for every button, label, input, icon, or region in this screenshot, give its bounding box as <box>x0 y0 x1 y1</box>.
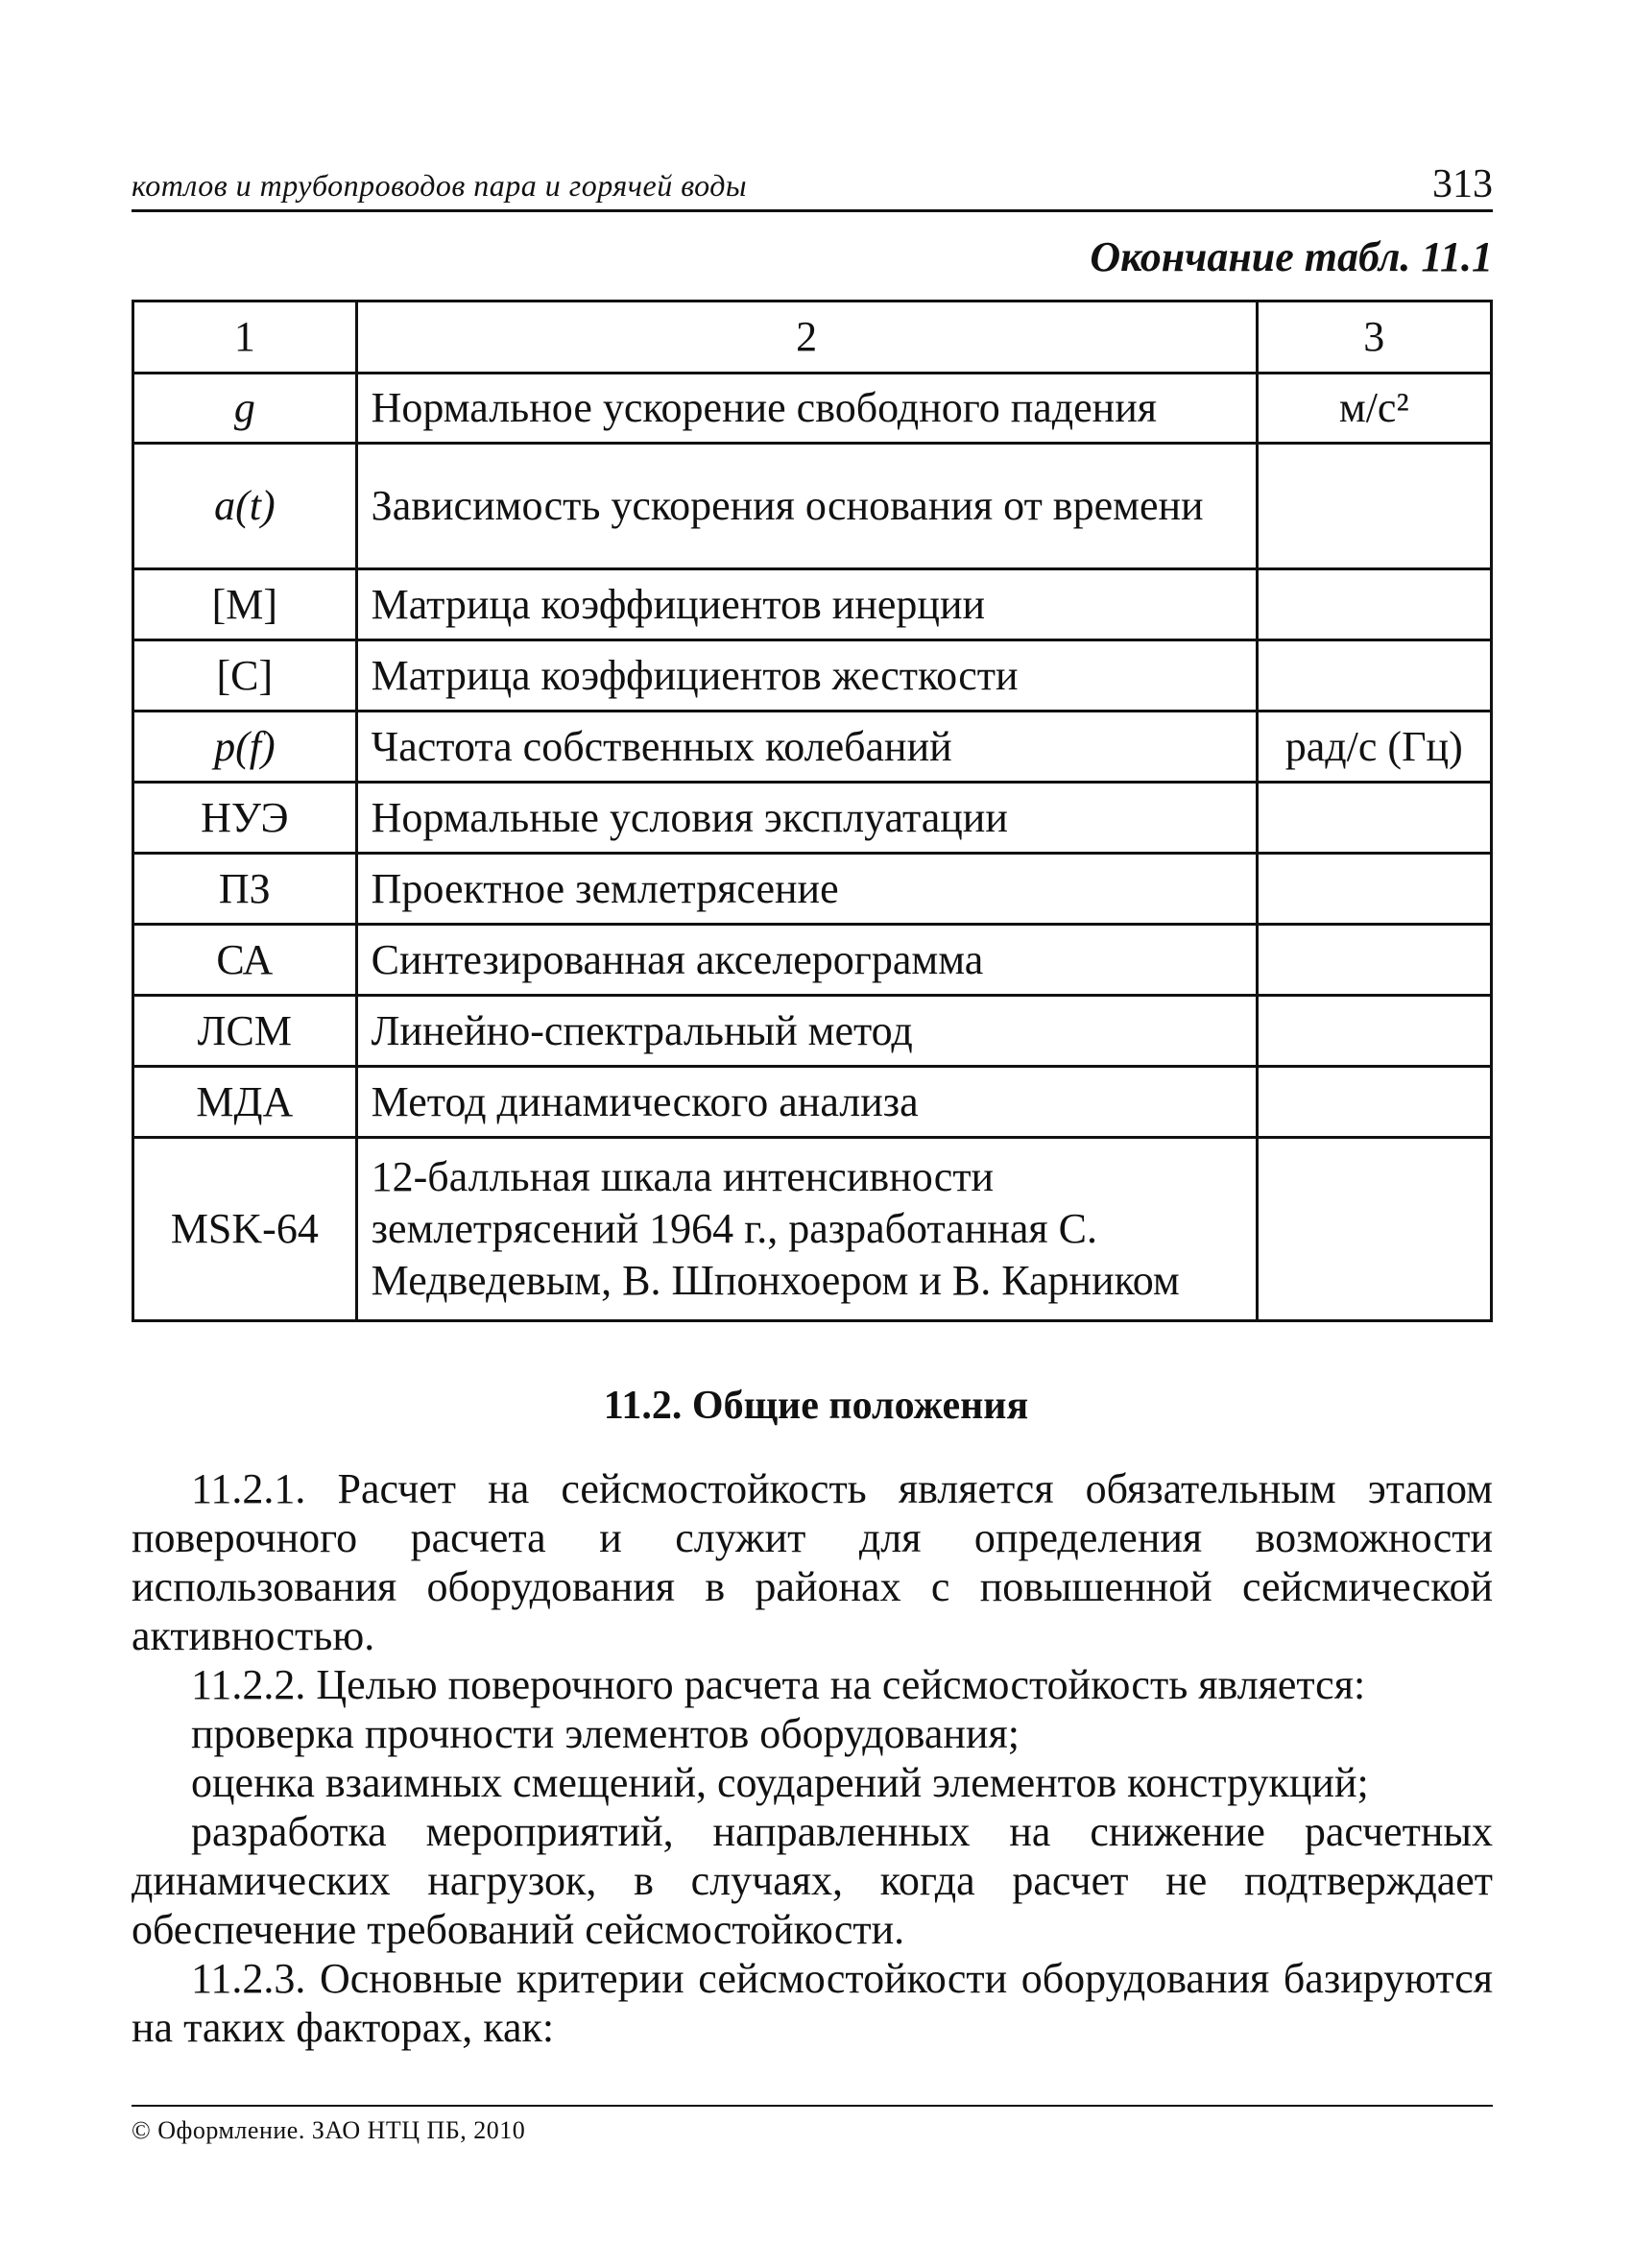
description-cell: Проектное землетрясение <box>356 854 1257 925</box>
description-cell: Зависимость ускорения основания от времени <box>356 444 1257 569</box>
description-cell: 12-балльная шкала интенсивности землетрясений 1964 г., разработанная С. Медведевым, В. Шпонхоером и В. Карником <box>356 1138 1257 1321</box>
symbol-cell: p(f) <box>133 712 357 783</box>
description-cell: Матрица коэффициентов инерции <box>356 569 1257 640</box>
table-caption: Окончание табл. 11.1 <box>1090 233 1493 280</box>
unit-cell: м/с² <box>1257 374 1492 444</box>
symbol-cell: НУЭ <box>133 783 357 854</box>
page-number: 313 <box>1432 162 1493 206</box>
symbol-cell: ЛСМ <box>133 996 357 1067</box>
list-item: оценка взаимных смещений, соударений элементов конструкций; <box>191 1759 1369 1806</box>
paragraph: 11.2.3. Основные критерии сейсмостойкости оборудования базируются на таких факторах, как: <box>132 1955 1493 2051</box>
description-cell: Линейно-спектральный метод <box>356 996 1257 1067</box>
table-row <box>133 783 1492 854</box>
symbol-cell: [M] <box>133 569 357 640</box>
table-row <box>133 854 1492 925</box>
table-row <box>133 569 1492 640</box>
table-row <box>133 374 1492 444</box>
symbol-cell: [C] <box>133 640 357 712</box>
description-cell: Матрица коэффициентов жесткости <box>356 640 1257 712</box>
unit-cell <box>1257 444 1492 569</box>
unit-cell: рад/с (Гц) <box>1257 712 1492 783</box>
running-header <box>132 159 1493 212</box>
list-item: разработка мероприятий, направленных на снижение расчетных динамических нагрузок, в случаях, когда расчет не подтверждает обеспечение требований сейсмостойкости. <box>132 1808 1493 1953</box>
unit-cell <box>1257 1067 1492 1138</box>
table-row <box>133 444 1492 569</box>
unit-cell <box>1257 783 1492 854</box>
symbol-cell: МДА <box>133 1067 357 1138</box>
paragraph: 11.2.2. Целью поверочного расчета на сейсмостойкость является: <box>191 1661 1366 1708</box>
unit-cell <box>1257 569 1492 640</box>
table-row <box>133 925 1492 996</box>
unit-cell <box>1257 854 1492 925</box>
table-row <box>133 640 1492 712</box>
copyright-footer: © Оформление. ЗАО НТЦ ПБ, 2010 <box>132 2105 1493 2145</box>
symbol-cell: a(t) <box>133 444 357 569</box>
description-cell: Частота собственных колебаний <box>356 712 1257 783</box>
unit-cell <box>1257 640 1492 712</box>
symbol-cell: ПЗ <box>133 854 357 925</box>
description-cell: Синтезированная акселерограмма <box>356 925 1257 996</box>
unit-cell <box>1257 996 1492 1067</box>
symbol-cell: MSK-64 <box>133 1138 357 1321</box>
table-header-row <box>133 302 1492 374</box>
description-cell: Метод динамического анализа <box>356 1067 1257 1138</box>
unit-cell <box>1257 1138 1492 1321</box>
description-cell: Нормальные условия эксплуатации <box>356 783 1257 854</box>
symbol-cell: СА <box>133 925 357 996</box>
column-header: 1 <box>133 302 357 374</box>
table-row <box>133 996 1492 1067</box>
list-item: проверка прочности элементов оборудования; <box>191 1710 1020 1757</box>
definitions-table <box>132 300 1493 1322</box>
table-row <box>133 1067 1492 1138</box>
table-row <box>133 712 1492 783</box>
column-header: 2 <box>356 302 1257 374</box>
table-row <box>133 1138 1492 1321</box>
column-header: 3 <box>1257 302 1492 374</box>
symbol-cell: g <box>133 374 357 444</box>
description-cell: Нормальное ускорение свободного падения <box>356 374 1257 444</box>
paragraph: 11.2.1. Расчет на сейсмостойкость является обязательным этапом поверочного расчета и служит для определения возможности использования оборудования в районах с повышенной сейсмической активностью. <box>132 1465 1493 1659</box>
section-title: 11.2. Общие положения <box>603 1384 1029 1428</box>
unit-cell <box>1257 925 1492 996</box>
section-body <box>132 1464 1493 2052</box>
running-title: котлов и трубопроводов пара и горячей воды <box>132 168 748 203</box>
